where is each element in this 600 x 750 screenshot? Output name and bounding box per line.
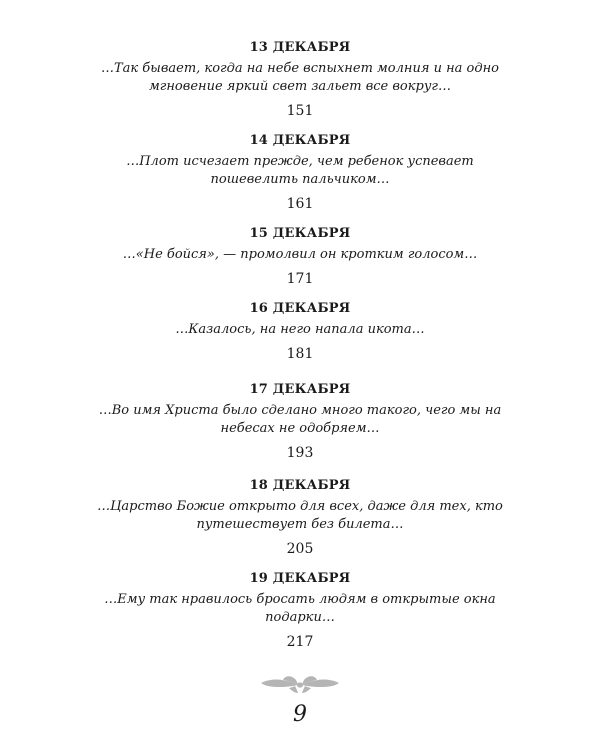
entry-quote: …Плот исчезает прежде, чем ребенок успевает пошевелить пальчиком… [126,154,474,187]
entry-date-heading: 13 ДЕКАБРЯ [249,40,351,55]
toc-entry-19-december [90,571,510,651]
entry-quote: …«Не бойся», — промолвил он кротким голосом… [122,247,478,262]
entry-date-heading: 14 ДЕКАБРЯ [249,133,351,148]
entry-date-heading: 17 ДЕКАБРЯ [249,382,351,397]
page-number: 9 [293,702,307,727]
toc-entry-14-december [90,133,510,213]
entry-quote: …Так бывает, когда на небе вспыхнет молния и на одно мгновение яркий свет зальет все вокруг… [100,61,499,94]
entry-date-heading: 18 ДЕКАБРЯ [249,478,351,493]
entry-date-heading: 19 ДЕКАБРЯ [249,571,351,586]
entry-quote: …Во имя Христа было сделано много такого, чего мы на небесах не одобряем… [98,403,502,436]
entry-page-number: 171 [286,271,314,287]
entry-page-number: 181 [286,346,314,362]
entry-quote: …Ему так нравилось бросать людям в открытые окна подарки… [104,592,496,625]
entry-page-number: 161 [286,196,314,212]
entry-page-number: 193 [286,445,314,461]
toc-entry-17-december [90,382,510,462]
entry-quote: …Казалось, на него напала икота… [175,322,425,337]
entry-page-number: 151 [286,103,314,119]
toc-entry-16-december [90,301,510,363]
entry-quote: …Царство Божие открыто для всех, даже для тех, кто путешествует без билета… [97,499,503,532]
toc-entry-13-december [90,40,510,120]
entry-page-number: 217 [286,634,314,650]
entry-date-heading: 16 ДЕКАБРЯ [249,301,351,316]
toc-entry-15-december [90,226,510,288]
toc-entry-18-december [90,478,510,558]
entry-page-number: 205 [286,541,314,557]
ribbon-bow-ornament-icon [259,672,341,698]
entry-date-heading: 15 ДЕКАБРЯ [249,226,351,241]
